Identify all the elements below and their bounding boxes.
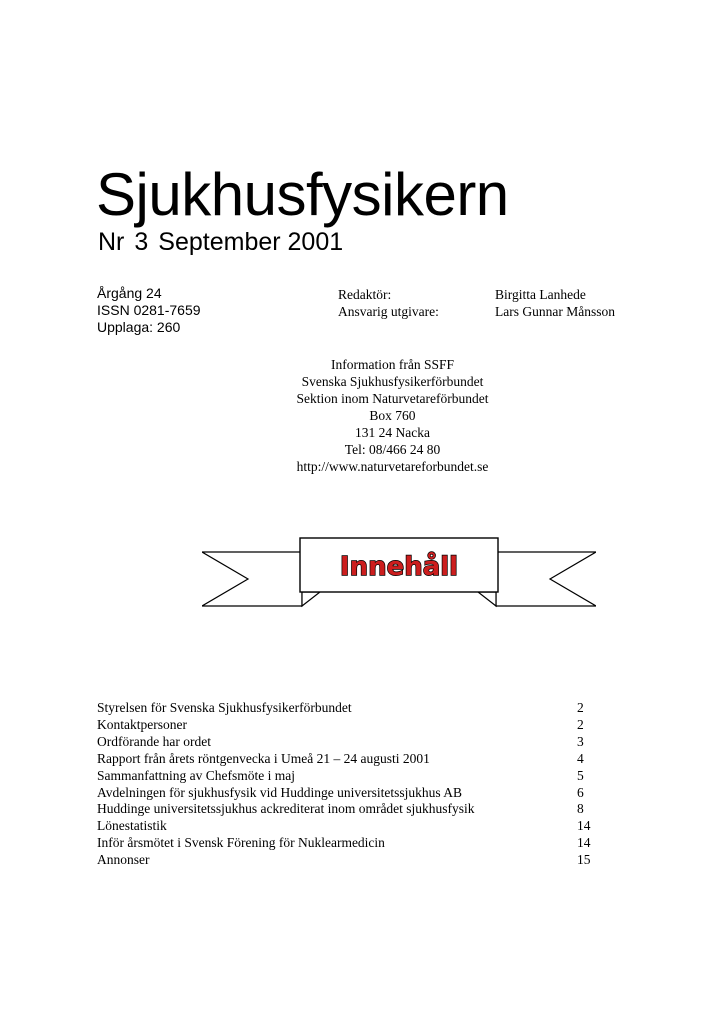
toc-entry-title: Annonser bbox=[97, 852, 150, 868]
org-section: Sektion inom Naturvetareförbundet bbox=[296, 391, 489, 406]
banner-right-fold bbox=[478, 592, 496, 606]
toc-entry[interactable] bbox=[97, 768, 597, 785]
publication-meta bbox=[97, 285, 201, 336]
toc-entry-page: 5 bbox=[577, 767, 584, 783]
org-name: Svenska Sjukhusfysikerförbundet bbox=[301, 374, 484, 389]
toc-entry-page: 4 bbox=[577, 750, 584, 766]
banner-left-tail bbox=[202, 552, 302, 606]
table-of-contents bbox=[97, 700, 597, 869]
toc-entry[interactable] bbox=[97, 700, 597, 717]
postal-city: 131 24 Nacka bbox=[355, 425, 430, 440]
banner-left-fold bbox=[302, 592, 320, 606]
issue-nr-label: Nr bbox=[98, 228, 125, 256]
toc-entry-page: 3 bbox=[577, 733, 584, 749]
banner-right-tail bbox=[496, 552, 596, 606]
issn: ISSN 0281-7659 bbox=[97, 302, 201, 318]
phone: Tel: 08/466 24 80 bbox=[344, 442, 441, 457]
info-heading: Information från SSFF bbox=[331, 357, 454, 372]
circulation: Upplaga: 260 bbox=[97, 319, 181, 335]
editor-name: Birgitta Lanhede bbox=[495, 287, 586, 302]
page-title: Sjukhusfysikern bbox=[96, 161, 509, 228]
toc-entry-page: 2 bbox=[577, 716, 584, 732]
contact-info bbox=[280, 356, 505, 475]
toc-entry[interactable] bbox=[97, 818, 597, 835]
editor-role: Redaktör: bbox=[338, 287, 392, 302]
toc-entry[interactable] bbox=[97, 785, 597, 802]
toc-entry-page: 8 bbox=[577, 801, 584, 817]
banner-text: Innehåll bbox=[339, 552, 459, 582]
toc-entry-page: 14 bbox=[577, 818, 591, 834]
toc-entry-page: 14 bbox=[577, 835, 591, 851]
postal-box: Box 760 bbox=[369, 408, 416, 423]
issue-nr: 3 bbox=[134, 228, 149, 256]
publisher-name: Lars Gunnar Månsson bbox=[495, 304, 615, 319]
staff-roles bbox=[338, 286, 439, 320]
publisher-role: Ansvarig utgivare: bbox=[338, 304, 439, 319]
toc-entry-page: 15 bbox=[577, 852, 591, 868]
toc-entry-page: 6 bbox=[577, 784, 584, 800]
toc-entry-title: Huddinge universitetssjukhus ackrediterat inom området sjukhusfysik bbox=[97, 801, 475, 817]
toc-entry-title: Avdelningen för sjukhusfysik vid Huddinge universitetssjukhus AB bbox=[97, 784, 462, 800]
toc-entry-title: Lönestatistik bbox=[97, 818, 167, 834]
toc-entry-title: Kontaktpersoner bbox=[97, 716, 187, 732]
toc-entry[interactable] bbox=[97, 801, 597, 818]
toc-entry-title: Styrelsen för Svenska Sjukhusfysikerförbundet bbox=[97, 700, 352, 715]
toc-entry-title: Rapport från årets röntgenvecka i Umeå 21 – 24 augusti 2001 bbox=[97, 750, 430, 766]
toc-entry-title: Ordförande har ordet bbox=[97, 733, 211, 749]
issue-line bbox=[98, 227, 353, 257]
website-link[interactable]: http://www.naturvetareforbundet.se bbox=[296, 459, 489, 474]
toc-entry-page: 2 bbox=[577, 700, 584, 715]
toc-entry[interactable] bbox=[97, 835, 597, 852]
toc-entry[interactable] bbox=[97, 734, 597, 751]
toc-entry[interactable] bbox=[97, 751, 597, 768]
toc-entry-title: Inför årsmötet i Svensk Förening för Nuklearmedicin bbox=[97, 835, 385, 851]
staff-names bbox=[495, 286, 615, 320]
volume: Årgång 24 bbox=[97, 285, 162, 301]
contents-banner bbox=[202, 530, 596, 614]
toc-entry[interactable] bbox=[97, 717, 597, 734]
toc-entry[interactable] bbox=[97, 852, 597, 869]
toc-entry-title: Sammanfattning av Chefsmöte i maj bbox=[97, 767, 295, 783]
issue-date: September 2001 bbox=[158, 228, 344, 256]
